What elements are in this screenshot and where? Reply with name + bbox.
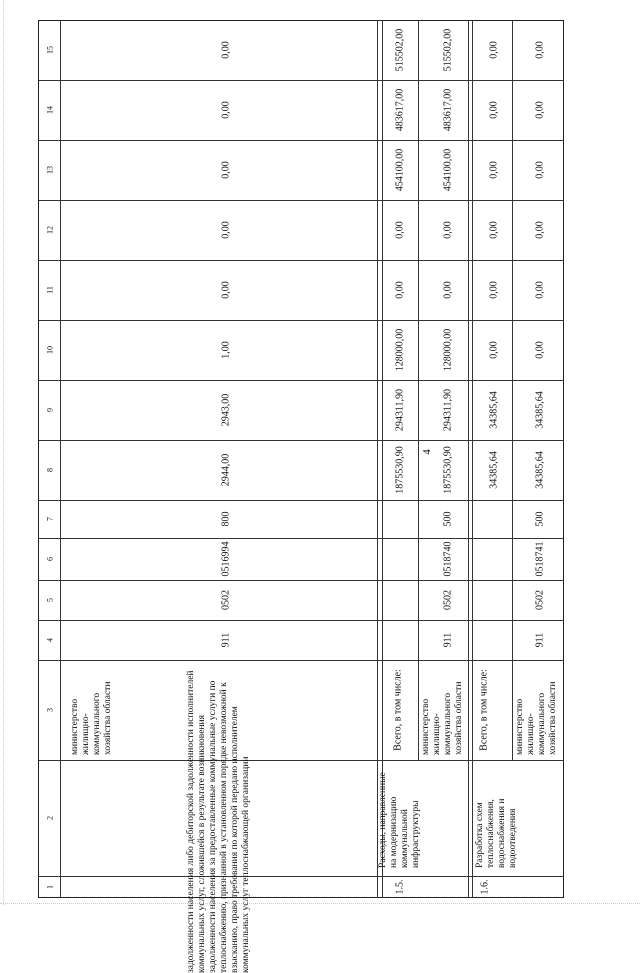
row-16-total-y5: 0,00 — [488, 161, 500, 179]
row-a-y4: 0,00 — [220, 221, 232, 239]
row-a-y2: 1,00 — [220, 341, 232, 359]
row-15-ministry-rz: 0502 — [442, 590, 454, 610]
col-line — [38, 620, 564, 621]
subrow-line — [418, 660, 419, 760]
col-header: 12 — [45, 226, 55, 234]
row-15-ministry-vr: 500 — [442, 511, 454, 527]
col-header: 14 — [45, 106, 55, 114]
row-15-total-y5: 454100,00 — [394, 148, 406, 192]
row-line — [512, 20, 513, 660]
col-line — [38, 580, 564, 581]
row-16-description: Разработка схем теплоснабжения, водоснабжения и водоотведения — [475, 798, 518, 868]
row-a-y1: 2943,00 — [220, 393, 232, 427]
row-15-ministry-y1: 294311,90 — [442, 388, 454, 432]
row-15-ministry-gr: 911 — [442, 632, 454, 648]
row-15-total-y6: 483617,00 — [394, 88, 406, 132]
row-15-ministry-y5: 454100,00 — [442, 148, 454, 192]
col-header: 11 — [45, 286, 55, 294]
col-header: 9 — [45, 408, 55, 412]
row-a-vr: 800 — [220, 511, 232, 527]
row-15-total-label: Всего, в том числе: — [392, 669, 404, 751]
col-line — [38, 380, 564, 381]
row-15-total-y3: 0,00 — [394, 281, 406, 299]
row-16-ministry-y5: 0,00 — [534, 161, 546, 179]
col-line — [38, 876, 564, 877]
row-15-total-sum: 1875530,90 — [394, 446, 406, 494]
row-16-total-y6: 0,00 — [488, 101, 500, 119]
row-15-ministry-y6: 483617,00 — [442, 88, 454, 132]
row-16-ministry-sum: 34385,64 — [534, 451, 546, 489]
col-line — [38, 80, 564, 81]
row-16-total-sum: 34385,64 — [488, 451, 500, 489]
row-line — [60, 20, 61, 898]
row-15-ministry-y4: 0,00 — [442, 221, 454, 239]
row-16-ministry-y4: 0,00 — [534, 221, 546, 239]
col-line — [38, 760, 564, 761]
row-a-description: задолженности населения либо дебиторской задолженности исполнителей коммунальных услуг, сложившейся в результате возникновения задолженности населения за предоставленные коммунальные услуги по теплоснабжению, признанной в установленном порядке невозможной к взысканию, право требования по которой передано исполнителем коммунальных услуг теплоснабжающей организации — [186, 670, 251, 973]
col-header: 6 — [45, 557, 55, 561]
row-line — [472, 20, 473, 898]
row-16-ministry-vr: 500 — [534, 511, 546, 527]
col-line — [38, 200, 564, 201]
row-a-executor: министерство жилищно-коммунального хозяйства области — [70, 681, 113, 755]
row-16-total-y2: 0,00 — [488, 341, 500, 359]
row-15-total-y2: 128000,00 — [394, 328, 406, 372]
row-15-description: Расходы, направленные на модернизацию коммунальной инфраструктуры — [378, 772, 421, 868]
row-line — [377, 20, 378, 898]
page-number: 4 — [421, 449, 433, 455]
budget-table — [38, 20, 564, 898]
col-line — [38, 140, 564, 141]
col-line — [38, 538, 564, 539]
row-15-ministry-sum: 1875530,90 — [442, 446, 454, 494]
row-16-total-y4: 0,00 — [488, 221, 500, 239]
col-line — [38, 320, 564, 321]
row-a-y6: 0,00 — [220, 101, 232, 119]
row-line — [418, 20, 419, 660]
row-16-total-y3: 0,00 — [488, 281, 500, 299]
scan-edge-bottom — [0, 903, 640, 904]
row-16-number: 1.6. — [479, 879, 491, 895]
row-16-ministry-y3: 0,00 — [534, 281, 546, 299]
row-16-ministry-y7: 0,00 — [534, 41, 546, 59]
row-16-total-y7: 0,00 — [488, 41, 500, 59]
col-header: 15 — [45, 46, 55, 54]
row-a-gr: 911 — [220, 632, 232, 648]
col-header: 8 — [45, 468, 55, 472]
row-16-ministry-y1: 34385,64 — [534, 391, 546, 429]
col-line — [38, 440, 564, 441]
row-16-ministry-csr: 0518741 — [534, 541, 546, 577]
row-15-ministry-y3: 0,00 — [442, 281, 454, 299]
row-15-number: 1.5. — [394, 879, 406, 895]
col-header: 1 — [45, 885, 55, 889]
row-line — [382, 20, 383, 898]
row-16-ministry-y2: 0,00 — [534, 341, 546, 359]
scan-edge-left — [3, 0, 4, 905]
row-15-ministry-y2: 128000,00 — [442, 328, 454, 372]
row-15-ministry-label: министерство жилищно-коммунального хозяйства области — [421, 681, 464, 755]
row-a-y3: 0,00 — [220, 281, 232, 299]
row-16-ministry-gr: 911 — [534, 632, 546, 648]
row-16-ministry-rz: 0502 — [534, 590, 546, 610]
row-16-ministry-y6: 0,00 — [534, 101, 546, 119]
col-header: 2 — [45, 816, 55, 820]
row-a-y5: 0,00 — [220, 161, 232, 179]
subrow-line — [512, 660, 513, 760]
row-a-y7: 0,00 — [220, 41, 232, 59]
col-line — [38, 260, 564, 261]
col-header: 10 — [45, 346, 55, 354]
row-15-ministry-csr: 0518740 — [442, 541, 454, 577]
row-16-total-label: Всего, в том числе: — [478, 669, 490, 751]
col-header: 7 — [45, 517, 55, 521]
row-15-total-y7: 515502,00 — [394, 28, 406, 72]
row-a-csr: 0516994 — [220, 541, 232, 577]
row-15-ministry-y7: 515502,00 — [442, 28, 454, 72]
col-header: 4 — [45, 638, 55, 642]
row-15-total-y4: 0,00 — [394, 221, 406, 239]
col-header: 13 — [45, 166, 55, 174]
col-line — [38, 500, 564, 501]
row-16-ministry-label: министерство жилищно-коммунального хозяйства области — [515, 681, 558, 755]
row-line — [468, 20, 469, 898]
col-header: 3 — [45, 708, 55, 712]
row-16-total-y1: 34385,64 — [488, 391, 500, 429]
row-a-rz: 0502 — [220, 590, 232, 610]
row-15-total-y1: 294311,90 — [394, 388, 406, 432]
row-a-total: 2944,00 — [220, 453, 232, 487]
col-header: 5 — [45, 598, 55, 602]
col-line — [38, 660, 564, 661]
